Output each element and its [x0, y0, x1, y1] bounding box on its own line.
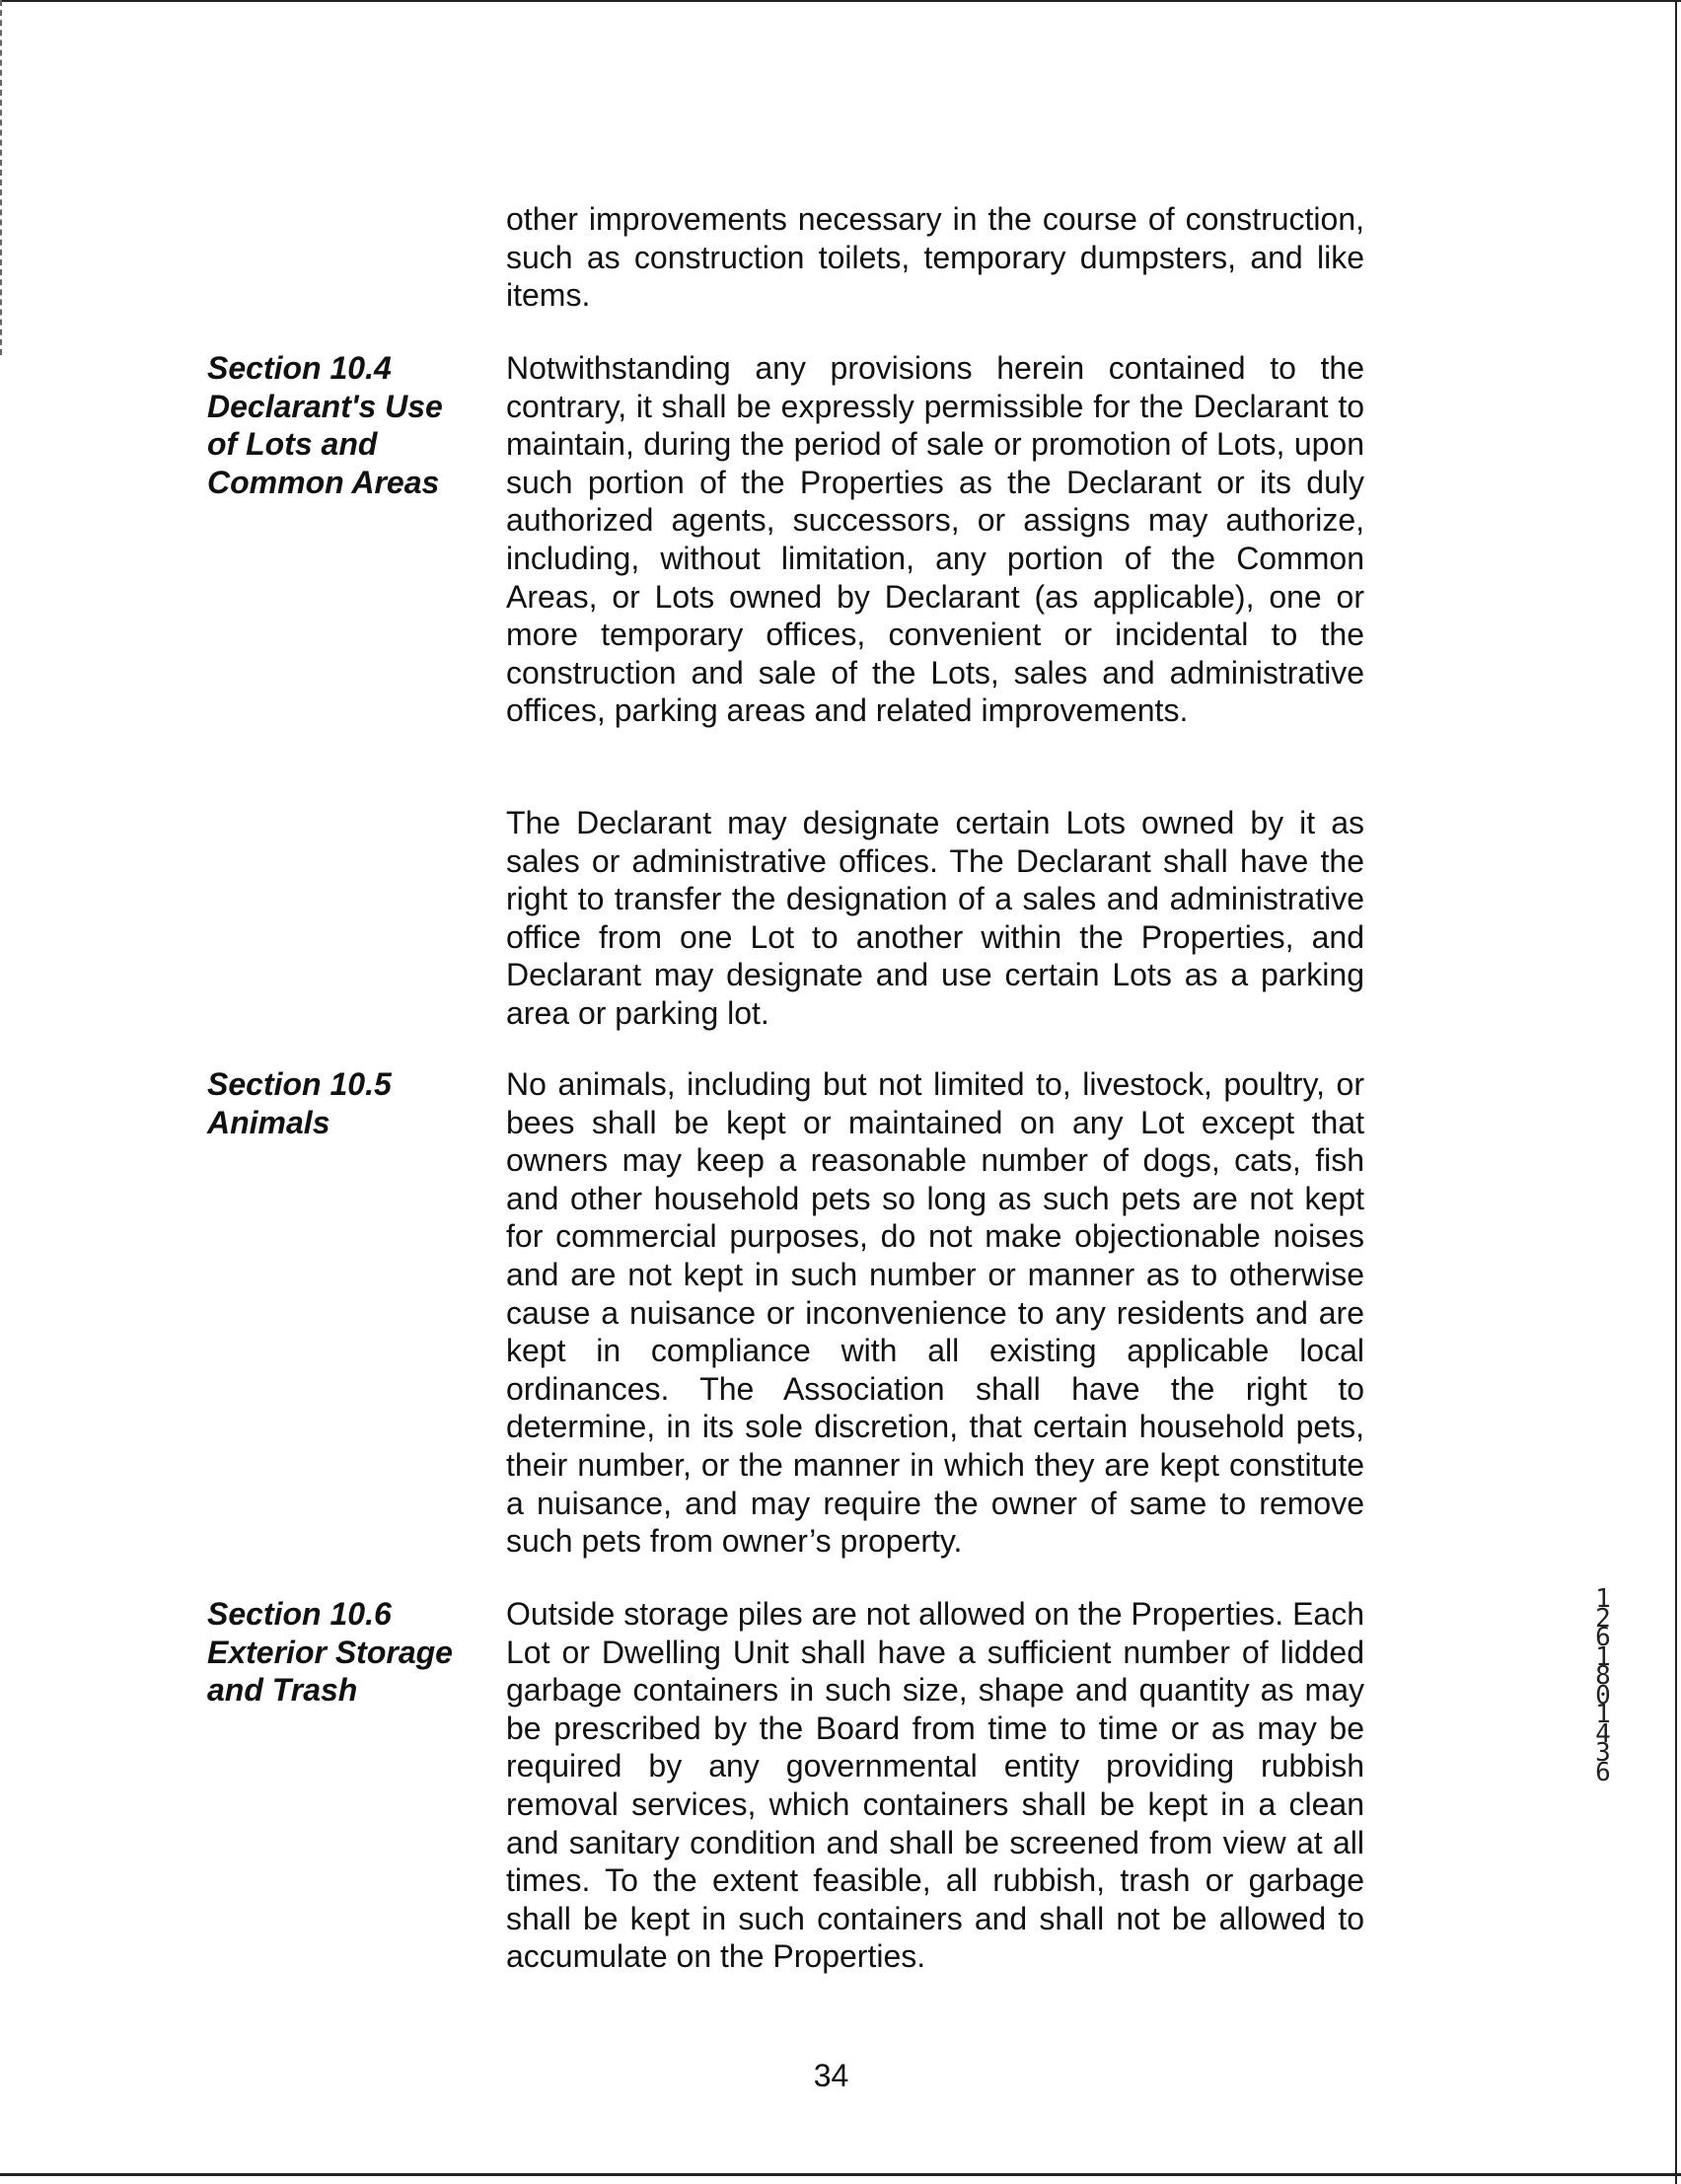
section-paragraph: Notwithstanding any provisions herein contained to the contrary, it shall be expressly permissible for the Declarant to maintain, during the period of sale or promotion of Lots, upon such portion of the Properties as the Declarant or its duly authorized agents, successors, or assigns may authorize, including, without limitation, any portion of the Common Areas, or Lots owned by Declarant (as applicable), one or more temporary offices, convenient or incidental to the construction and sale of the Lots, sales and administrative offices, parking areas and related improvements. — [506, 350, 1364, 729]
section-body-10-5 — [506, 1065, 1364, 1561]
scan-border-bottom — [0, 2173, 1681, 2176]
recording-stamp: 12618 01436 — [1595, 1584, 1627, 1787]
section-title-line: Common Areas — [207, 464, 440, 500]
section-number: Section 10.4 — [207, 350, 392, 386]
section-heading-10-5 — [207, 1065, 392, 1141]
section-body-10-4-continued — [506, 804, 1364, 1033]
section-title-line: Exterior Storage — [207, 1634, 453, 1670]
section-body-10-4 — [506, 349, 1364, 730]
section-heading-10-6 — [207, 1595, 453, 1710]
section-number: Section 10.5 — [207, 1066, 392, 1102]
page-number: 34 — [813, 2058, 849, 2093]
section-number: Section 10.6 — [207, 1596, 392, 1632]
scan-border-right — [1675, 0, 1677, 2184]
section-body-10-6 — [506, 1595, 1364, 1976]
section-paragraph: No animals, including but not limited to, livestock, poultry, or bees shall be kept or maintained on any Lot except that owners may keep a reasonable number of dogs, cats, fish and other household pets so long as such pets are not kept for commercial purposes, do not make objectionable noises and are not kept in such number or manner as to otherwise cause a nuisance or inconvenience to any residents and are kept in compliance with all existing applicable local ordinances. The Association shall have the right to determine, in its sole discretion, that certain household pets, their number, or the manner in which they are kept constitute a nuisance, and may require the owner of same to remove such pets from owner’s property. — [506, 1066, 1364, 1560]
section-title-line: Animals — [207, 1104, 330, 1140]
scan-border-left — [0, 0, 6, 355]
section-title-line: Declarant's Use — [207, 388, 443, 424]
scan-border-top — [0, 0, 1681, 2]
section-paragraph: Outside storage piles are not allowed on the Properties. Each Lot or Dwelling Unit shall have a sufficient number of lidded garbage containers in such size, shape and quantity as may be prescribed by the Board from time to time or as may be required by any governmental entity providing rubbish removal services, which containers shall be kept in a clean and sanitary condition and shall be screened from view at all times. To the extent feasible, all rubbish, trash or garbage shall be kept in such containers and shall not be allowed to accumulate on the Properties. — [506, 1596, 1364, 1975]
section-heading-10-4 — [207, 349, 443, 501]
section-title-line: of Lots and — [207, 426, 378, 462]
section-paragraph: The Declarant may designate certain Lots owned by it as sales or administrative offices. The Declarant shall have the right to transfer the designation of a sales and administrative office from one Lot to another within the Properties, and Declarant may designate and use certain Lots as a parking area or parking lot. — [506, 805, 1364, 1031]
continuation-paragraph: other improvements necessary in the course of construction, such as construction toilets, temporary dumpsters, and like items. — [506, 201, 1364, 314]
section-title-line: and Trash — [207, 1672, 358, 1708]
